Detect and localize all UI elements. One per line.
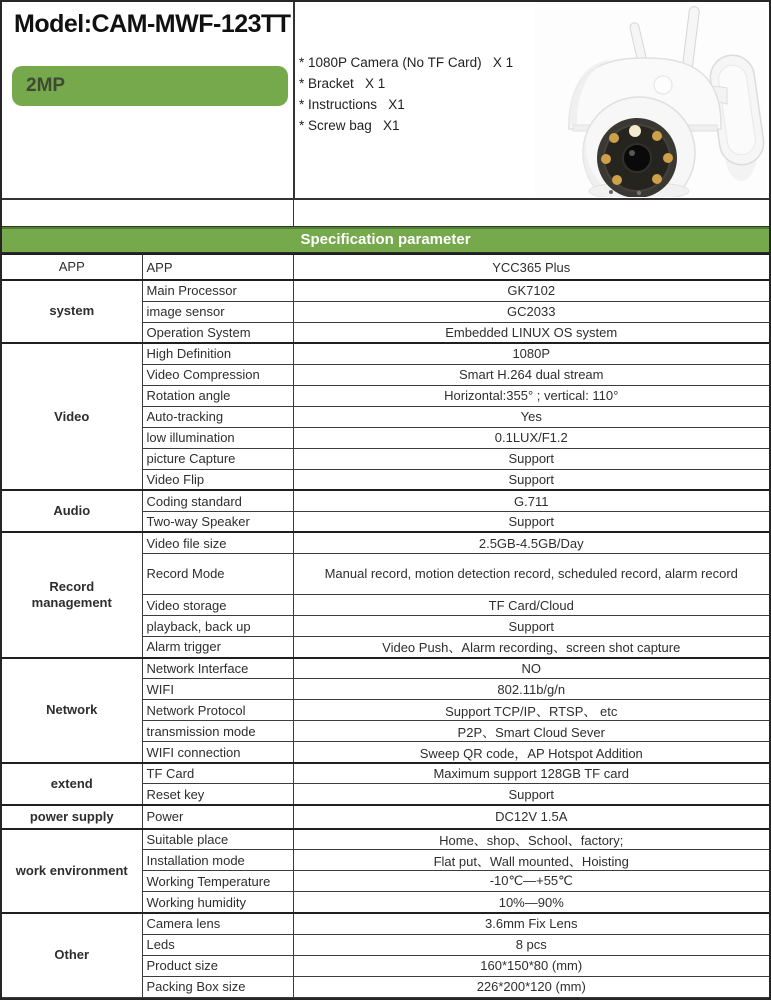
spec-value-cell: Manual record, motion detection record, scheduled record, alarm record [293, 553, 769, 594]
spec-value-cell: Support [293, 511, 769, 532]
spec-name-cell: APP [142, 254, 293, 280]
spec-name-cell: Suitable place [142, 829, 293, 850]
spec-value-cell: P2P、Smart Cloud Sever [293, 721, 769, 742]
spec-name-cell: WIFI [142, 679, 293, 700]
spec-header-bar [2, 227, 769, 253]
spec-name-cell: Video Flip [142, 469, 293, 490]
model-title-cell [2, 2, 295, 198]
spec-name-cell: Network Protocol [142, 700, 293, 721]
table-row [2, 490, 769, 511]
spec-value-cell: NO [293, 658, 769, 679]
spec-name-cell: High Definition [142, 343, 293, 364]
spec-name-cell: picture Capture [142, 448, 293, 469]
table-row [2, 805, 769, 829]
package-item: * Screw bag X1 [299, 118, 400, 133]
table-row [2, 343, 769, 364]
category-cell: Record management [2, 532, 142, 657]
spec-name-cell: low illumination [142, 427, 293, 448]
spec-value-cell: DC12V 1.5A [293, 805, 769, 829]
spec-value-cell: Smart H.264 dual stream [293, 364, 769, 385]
screw [637, 191, 641, 195]
spec-name-cell: Video Compression [142, 364, 293, 385]
spec-name-cell: Two-way Speaker [142, 511, 293, 532]
spec-name-cell: Camera lens [142, 913, 293, 934]
spec-value-cell: TF Card/Cloud [293, 595, 769, 616]
spec-table [2, 253, 769, 998]
spec-value-cell: 0.1LUX/F1.2 [293, 427, 769, 448]
spec-name-cell: WIFI connection [142, 742, 293, 763]
spec-name-cell: transmission mode [142, 721, 293, 742]
package-item: * Bracket X 1 [299, 76, 386, 91]
megapixel-badge-label: 2MP [26, 75, 66, 96]
table-row [2, 913, 769, 934]
spec-value-cell: -10℃—+55℃ [293, 871, 769, 892]
spec-value-cell: 10%—90% [293, 892, 769, 913]
table-row [2, 658, 769, 679]
grid-line [293, 200, 294, 226]
spec-name-cell: Reset key [142, 784, 293, 805]
spec-name-cell: Product size [142, 955, 293, 976]
spec-name-cell: Operation System [142, 322, 293, 343]
spec-value-cell: Yes [293, 406, 769, 427]
spec-name-cell: Main Processor [142, 280, 293, 301]
spec-name-cell: Video storage [142, 595, 293, 616]
dome-button [654, 76, 672, 94]
spec-name-cell: Power [142, 805, 293, 829]
category-cell: Other [2, 913, 142, 997]
table-row [2, 829, 769, 850]
spec-value-cell: Embedded LINUX OS system [293, 322, 769, 343]
category-cell: extend [2, 763, 142, 805]
mic-hole [609, 190, 613, 194]
spec-name-cell: Record Mode [142, 553, 293, 594]
spec-name-cell: Alarm trigger [142, 637, 293, 658]
category-cell: Video [2, 343, 142, 490]
spec-name-cell: playback, back up [142, 616, 293, 637]
category-cell: work environment [2, 829, 142, 913]
spec-table-body [2, 254, 769, 998]
spec-value-cell: 3.6mm Fix Lens [293, 913, 769, 934]
spec-value-cell: Support [293, 616, 769, 637]
model-title: Model:CAM-MWF-123TT [14, 10, 291, 38]
spec-value-cell: GC2033 [293, 301, 769, 322]
led [652, 174, 662, 184]
gap-row [2, 200, 769, 227]
led [601, 154, 611, 164]
package-contents-cell [295, 2, 769, 198]
led [663, 153, 673, 163]
spec-name-cell: Video file size [142, 532, 293, 553]
spec-value-cell: GK7102 [293, 280, 769, 301]
package-list [299, 52, 513, 136]
spec-value-cell: YCC365 Plus [293, 254, 769, 280]
megapixel-badge [12, 66, 288, 106]
spec-name-cell: Coding standard [142, 490, 293, 511]
category-cell: power supply [2, 805, 142, 829]
table-row [2, 763, 769, 784]
spec-name-cell: Working humidity [142, 892, 293, 913]
table-row [2, 254, 769, 280]
spec-name-cell: Network Interface [142, 658, 293, 679]
spec-value-cell: 8 pcs [293, 934, 769, 955]
spec-value-cell: Horizontal:355° ; vertical: 110° [293, 385, 769, 406]
category-cell: APP [2, 254, 142, 280]
spec-name-cell: Installation mode [142, 850, 293, 871]
spec-value-cell: 1080P [293, 343, 769, 364]
spec-name-cell: Working Temperature [142, 871, 293, 892]
package-item: * 1080P Camera (No TF Card) X 1 [299, 55, 514, 70]
spec-value-cell: Support [293, 784, 769, 805]
category-cell: system [2, 280, 142, 343]
spec-name-cell: Auto-tracking [142, 406, 293, 427]
camera-lens [597, 118, 677, 197]
package-item: * Instructions X1 [299, 97, 405, 112]
spec-value-cell: Home、shop、School、factory; [293, 829, 769, 850]
spec-value-cell: G.711 [293, 490, 769, 511]
table-row [2, 532, 769, 553]
spec-name-cell: Rotation angle [142, 385, 293, 406]
spec-value-cell: Flat put、Wall mounted、Hoisting [293, 850, 769, 871]
spec-value-cell: Sweep QR code，AP Hotspot Addition [293, 742, 769, 763]
spec-value-cell: Support [293, 469, 769, 490]
model-header-section [2, 2, 769, 200]
spec-value-cell: Video Push、Alarm recording、screen shot capture [293, 637, 769, 658]
category-cell: Audio [2, 490, 142, 532]
spec-value-cell: Support TCP/IP、RTSP、 etc [293, 700, 769, 721]
spec-value-cell: 226*200*120 (mm) [293, 976, 769, 997]
spec-value-cell: Support [293, 448, 769, 469]
camera-photo [535, 3, 767, 197]
led [652, 131, 662, 141]
spec-header-label: Specification parameter [300, 231, 471, 248]
led [609, 133, 619, 143]
spec-name-cell: TF Card [142, 763, 293, 784]
category-cell: Network [2, 658, 142, 763]
spec-name-cell: image sensor [142, 301, 293, 322]
table-row [2, 280, 769, 301]
spec-value-cell: 2.5GB-4.5GB/Day [293, 532, 769, 553]
spec-name-cell: Packing Box size [142, 976, 293, 997]
spec-value-cell: 160*150*80 (mm) [293, 955, 769, 976]
spec-value-cell: Maximum support 128GB TF card [293, 763, 769, 784]
spec-name-cell: Leds [142, 934, 293, 955]
led-white [629, 125, 641, 137]
spec-value-cell: 802.11b/g/n [293, 679, 769, 700]
led [612, 175, 622, 185]
